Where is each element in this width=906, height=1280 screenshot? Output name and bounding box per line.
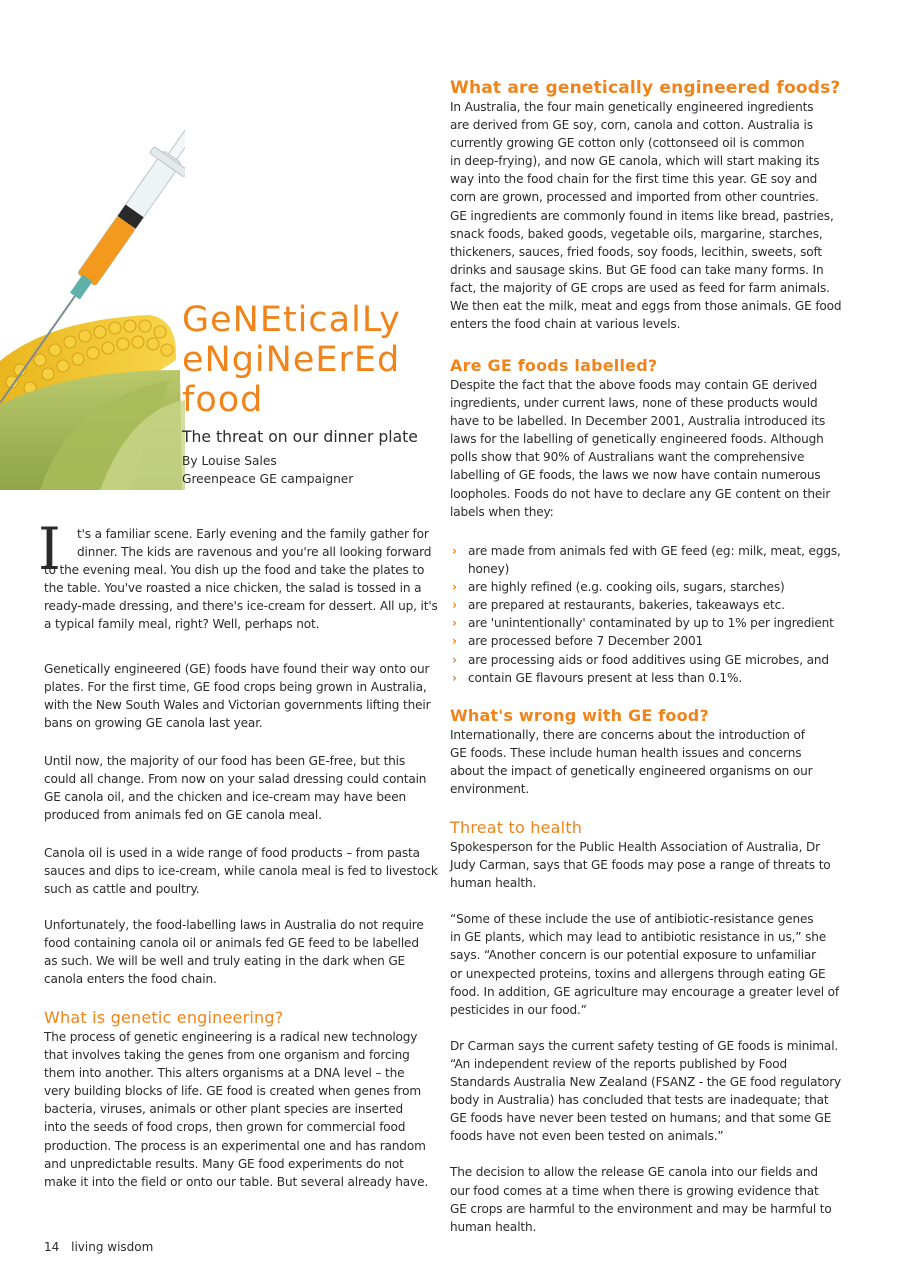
text-line: polls show that 90% of Australians want the comprehensive: [450, 450, 805, 465]
text-line: Unfortunately, the food-labelling laws in Australia do not require: [44, 918, 424, 932]
text-line: environment.: [450, 782, 530, 797]
section-heading: What is genetic engineering?: [44, 1008, 284, 1027]
article-subtitle: The threat on our dinner plate: [182, 428, 418, 446]
title-line: eNgiNeErEd: [182, 340, 401, 380]
byline: [182, 452, 432, 488]
text-line: pesticides in our food.”: [450, 1002, 587, 1017]
page-number: 14: [44, 1240, 60, 1254]
section-threat-to-health: [450, 818, 870, 1236]
list-item: › are processed before 7 December 2001: [450, 632, 870, 650]
section-labelled: [450, 356, 870, 521]
text-line: In Australia, the four main genetically engineered ingredients: [450, 100, 814, 114]
text-line: have to be labelled. In December 2001, Australia introduced its: [450, 414, 826, 429]
left-paragraph: [44, 660, 439, 732]
section-ge-foods: [450, 78, 870, 333]
text-line: The process of genetic engineering is a radical new technology: [44, 1030, 418, 1044]
text-line: way into the food chain for the first time this year. GE soy and: [450, 172, 818, 187]
text-line: Until now, the majority of our food has been GE-free, but this: [44, 754, 406, 768]
text-line: loopholes. Foods do not have to declare any GE content on their: [450, 486, 831, 501]
text-line: food containing canola oil or animals fed GE feed to be labelled: [44, 936, 419, 951]
text-line: are derived from GE soy, corn, canola and cotton. Australia is: [450, 118, 813, 133]
left-paragraph: [44, 916, 439, 988]
text-line: with the New South Wales and Victorian governments lifting their: [44, 698, 431, 713]
text-line: snack foods, baked goods, vegetable oils, margarine, starches,: [450, 226, 823, 241]
text-line: or unexpected proteins, toxins and allergens through eating GE: [450, 966, 826, 981]
list-item: [450, 542, 870, 578]
text-line: production. The process is an experimental one and has random: [44, 1138, 426, 1153]
text-line: ready-made dressing, and there's ice-cream for dessert. All up, it's: [44, 599, 438, 614]
publication-name: living wisdom: [71, 1240, 154, 1254]
drop-cap: I: [38, 515, 61, 583]
text-line: “An independent review of the reports published by Food: [450, 1056, 787, 1071]
list-item: › are processing aids or food additives using GE microbes, and: [450, 651, 870, 669]
section-genetic-engineering: [44, 1008, 439, 1191]
left-paragraph: [44, 752, 439, 824]
text-line: GE ingredients are commonly found in items like bread, pastries,: [450, 208, 834, 223]
text-line: and unpredictable results. Many GE food experiments do not: [44, 1156, 404, 1171]
text-line: about the impact of genetically engineered organisms on our: [450, 764, 813, 779]
text-line: We then eat the milk, meat and eggs from those animals. GE food: [450, 299, 842, 314]
text-line: Spokesperson for the Public Health Association of Australia, Dr: [450, 840, 820, 854]
text-line: enters the food chain at various levels.: [450, 317, 681, 332]
author-name: By Louise Sales: [182, 454, 277, 468]
text-line: honey): [468, 562, 510, 577]
text-line: canola enters the food chain.: [44, 972, 217, 987]
text-line: very building blocks of life. GE food is created when genes from: [44, 1084, 421, 1099]
text-line: Internationally, there are concerns about the introduction of: [450, 728, 805, 742]
text-line: could all change. From now on your salad dressing could contain: [44, 772, 427, 787]
text-line: the table. You've roasted a nice chicken, the salad is tossed in a: [44, 581, 422, 596]
text-line: The decision to allow the release GE canola into our fields and: [450, 1165, 818, 1180]
list-item: › are 'unintentionally' contaminated by up to 1% per ingredient: [450, 614, 870, 632]
labelling-exemptions-list: [450, 542, 870, 687]
text-line: laws for the labelling of genetically engineered foods. Although: [450, 432, 824, 447]
text-line: as such. We will be well and truly eating in the dark when GE: [44, 954, 406, 969]
section-heading: What are genetically engineered foods?: [450, 78, 841, 98]
title-line: GeNEticalLy: [182, 300, 401, 340]
text-line: drinks and sausage skins. But GE food can take many forms. In: [450, 262, 824, 277]
text-line: › are made from animals fed with GE feed (eg: milk, meat, eggs,: [468, 544, 841, 558]
text-line: labelling of GE foods, the laws we now have contain numerous: [450, 468, 821, 483]
text-line: human health.: [450, 1219, 537, 1234]
section-heading: What's wrong with GE food?: [450, 706, 709, 725]
text-line: into the seeds of food crops, then grown for commercial food: [44, 1120, 406, 1135]
text-line: corn are grown, processed and imported from other countries.: [450, 190, 819, 205]
text-line: our food comes at a time when there is growing evidence that: [450, 1183, 819, 1198]
page-footer: [44, 1240, 153, 1254]
text-line: a typical family meal, right? Well, perhaps not.: [44, 617, 320, 632]
text-line: to the evening meal. You dish up the food and take the plates to: [44, 563, 425, 578]
title-line: food: [182, 380, 264, 420]
text-line: GE foods. These include human health issues and concerns: [450, 746, 802, 761]
text-line: make it into the field or onto our table. But several already have.: [44, 1174, 429, 1189]
text-line: body in Australia) has concluded that tests are inadequate; that: [450, 1093, 829, 1108]
text-line: thickeners, sauces, fried foods, soy foods, lecithin, sweets, soft: [450, 244, 822, 259]
text-line: currently growing GE cotton only (cottonseed oil is common: [450, 136, 805, 151]
section-heading: Are GE foods labelled?: [450, 356, 658, 375]
title-block: [182, 300, 432, 488]
text-line: produced from animals fed on GE canola meal.: [44, 808, 322, 823]
text-line: bacteria, viruses, animals or other plant species are inserted: [44, 1102, 404, 1117]
text-line: labels when they:: [450, 504, 554, 519]
section-whats-wrong: [450, 706, 870, 798]
text-line: human health.: [450, 876, 537, 891]
list-item: › are highly refined (e.g. cooking oils, sugars, starches): [450, 578, 870, 596]
text-line: foods have not even been tested on animals.”: [450, 1129, 724, 1144]
text-line: food. In addition, GE agriculture may encourage a greater level of: [450, 984, 840, 999]
text-line: Dr Carman says the current safety testing of GE foods is minimal.: [450, 1038, 839, 1053]
text-line: that involves taking the genes from one organism and forcing: [44, 1048, 410, 1063]
text-line: such as cattle and poultry.: [44, 882, 200, 897]
article-title: [182, 300, 432, 420]
text-line: in deep-frying), and now GE canola, which will start making its: [450, 154, 820, 169]
text-line: t's a familiar scene. Early evening and the family gather for: [77, 527, 429, 541]
text-line: Standards Australia New Zealand (FSANZ - the GE food regulatory: [450, 1075, 842, 1090]
left-column: [44, 525, 439, 634]
left-paragraph: [44, 844, 439, 898]
text-line: GE foods have never been tested on humans; and that some GE: [450, 1111, 832, 1126]
text-line: plates. For the first time, GE food crops being grown in Australia,: [44, 680, 427, 695]
text-line: Judy Carman, says that GE foods may pose a range of threats to: [450, 858, 831, 873]
syringe-corn-illustration: [0, 70, 185, 490]
text-line: ingredients, under current laws, none of these products would: [450, 396, 818, 411]
author-role: Greenpeace GE campaigner: [182, 472, 354, 486]
text-line: GE crops are harmful to the environment and may be harmful to: [450, 1201, 832, 1216]
text-line: Genetically engineered (GE) foods have found their way onto our: [44, 662, 430, 676]
text-line: Despite the fact that the above foods may contain GE derived: [450, 378, 818, 392]
text-line: fact, the majority of GE crops are used as feed for farm animals.: [450, 280, 830, 295]
text-line: sauces and dips to ice-cream, while canola meal is fed to livestock: [44, 864, 438, 879]
text-line: dinner. The kids are ravenous and you're all looking forward: [77, 545, 432, 560]
text-line: them into another. This alters organisms at a DNA level – the: [44, 1066, 405, 1081]
text-line: Canola oil is used in a wide range of food products – from pasta: [44, 846, 420, 860]
text-line: “Some of these include the use of antibiotic-resistance genes: [450, 912, 814, 927]
text-line: in GE plants, which may lead to antibiotic resistance in us,” she: [450, 930, 827, 945]
list-item: › contain GE flavours present at less than 0.1%.: [450, 669, 870, 687]
text-line: says. “Another concern is our potential exposure to unfamiliar: [450, 948, 817, 963]
section-heading: Threat to health: [450, 818, 583, 837]
text-line: bans on growing GE canola last year.: [44, 716, 263, 731]
text-line: GE canola oil, and the chicken and ice-cream may have been: [44, 790, 407, 805]
intro-paragraph: [44, 525, 439, 634]
list-item: › are prepared at restaurants, bakeries, takeaways etc.: [450, 596, 870, 614]
